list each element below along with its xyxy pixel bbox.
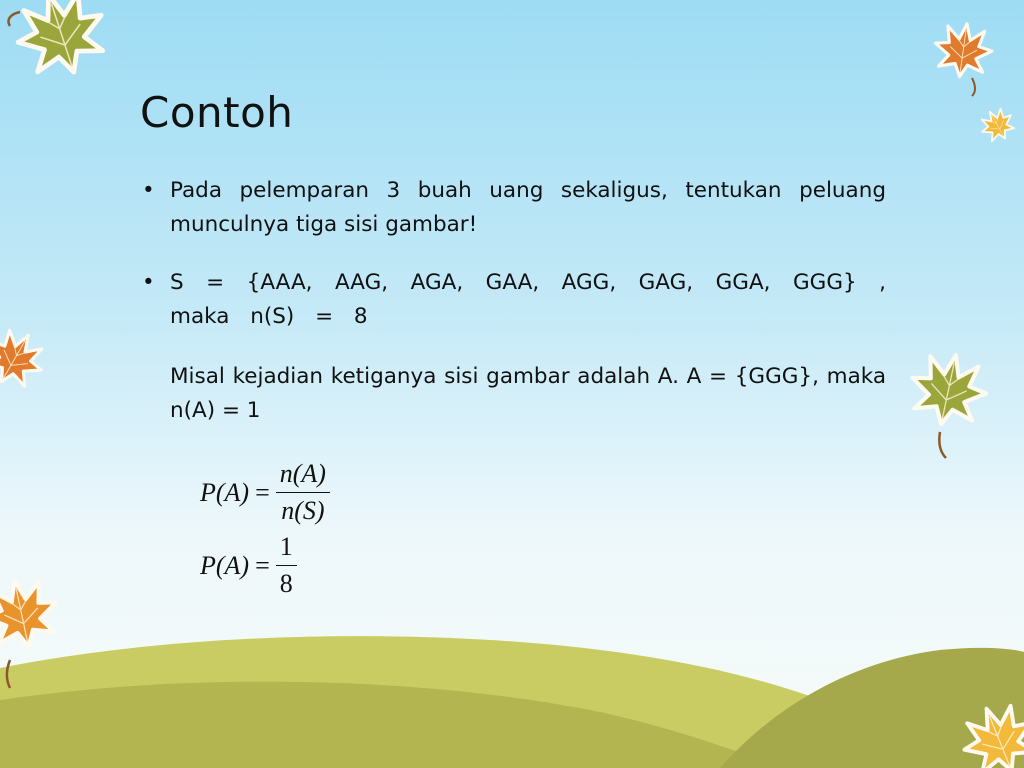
leaf-orange-icon bbox=[0, 321, 53, 396]
formula-row bbox=[200, 458, 330, 527]
fraction bbox=[276, 458, 330, 527]
bullet-text: S = {AAA, AAG, AGA, GAA, AGG, GAG, GGA, GGG} , maka n(S) = 8 bbox=[170, 270, 886, 329]
formula-equals: = bbox=[255, 477, 270, 507]
bullet-icon: • bbox=[142, 178, 155, 203]
bullet-sample-space bbox=[140, 266, 886, 334]
slide-title: Contoh bbox=[140, 88, 294, 137]
event-paragraph: Misal kejadian ketiganya sisi gambar adalah A. A = {GGG}, maka n(A) = 1 bbox=[170, 364, 886, 423]
slide-content bbox=[140, 174, 886, 428]
leaf-green-icon bbox=[904, 347, 992, 432]
leaf-orange-icon bbox=[0, 573, 64, 654]
leaf-orange-icon bbox=[931, 20, 995, 81]
formula-equals: = bbox=[255, 550, 270, 580]
fraction-numerator: n(A) bbox=[276, 458, 330, 493]
formula-lhs: P(A) bbox=[200, 550, 250, 580]
leaf-green-icon bbox=[7, 0, 115, 86]
bullet-icon: • bbox=[142, 270, 155, 295]
probability-formula bbox=[200, 458, 330, 600]
bullet-text: Pada pelemparan 3 buah uang sekaligus, tentukan peluang munculnya tiga sisi gambar! bbox=[170, 178, 886, 237]
fraction bbox=[276, 531, 297, 600]
formula-lhs: P(A) bbox=[200, 477, 250, 507]
fraction-denominator: n(S) bbox=[281, 496, 325, 525]
leaf-yellow-icon bbox=[975, 103, 1019, 146]
leaf-stem bbox=[8, 12, 20, 26]
formula-row bbox=[200, 531, 330, 600]
fraction-numerator: 1 bbox=[276, 531, 297, 566]
bullet-question bbox=[140, 174, 886, 242]
fraction-denominator: 8 bbox=[279, 569, 293, 598]
